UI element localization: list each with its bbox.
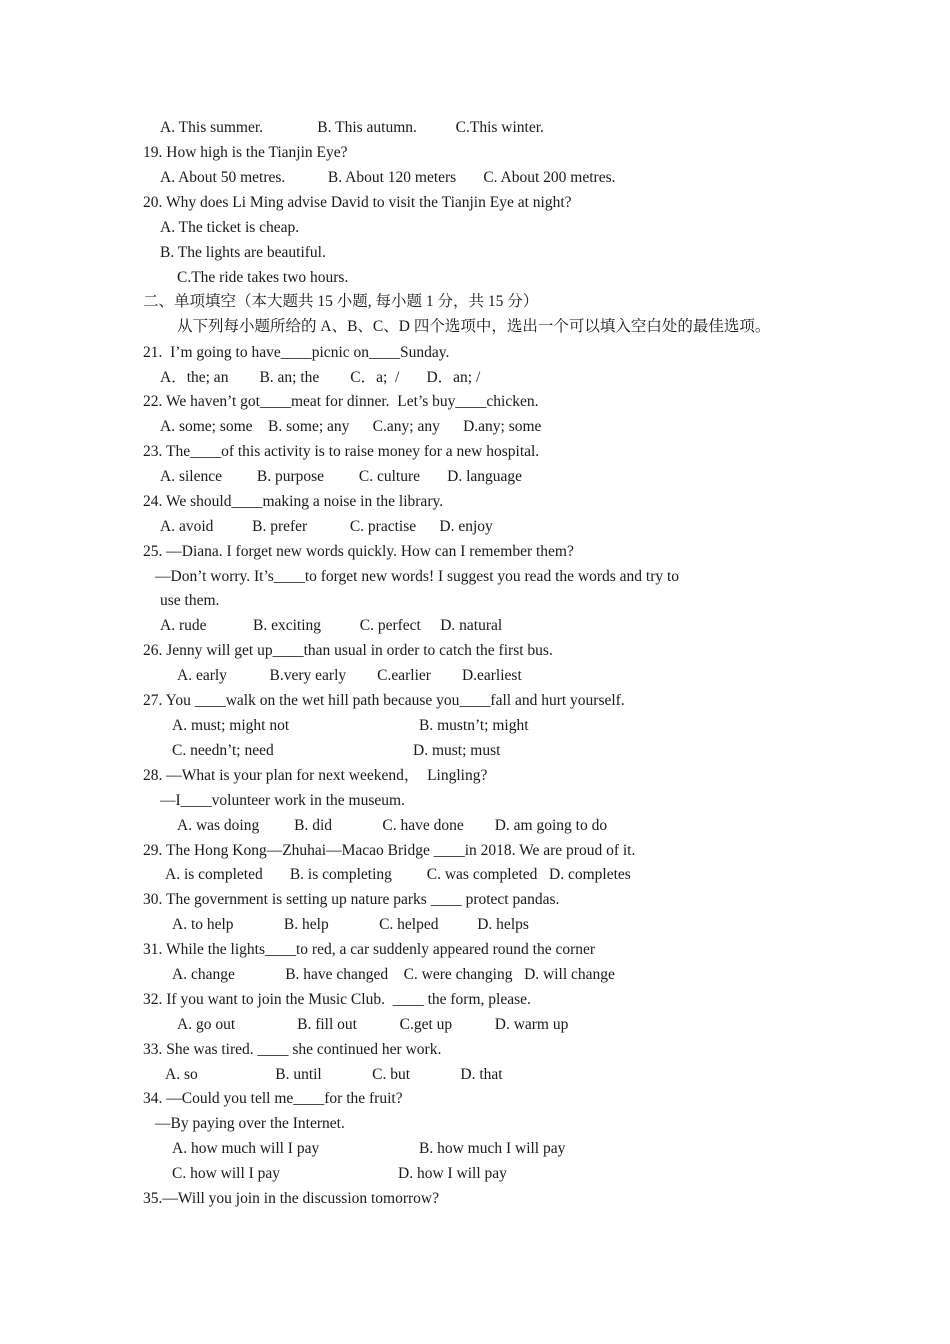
q34-question: 34. —Could you tell me____for the fruit?	[143, 1090, 403, 1107]
q20-option-b: B. The lights are beautiful.	[160, 244, 326, 261]
q25-reply-line-1: —Don’t worry. It’s____to forget new words! I suggest you read the words and try to	[155, 568, 680, 585]
q34-option-a: A. how much will I pay	[172, 1140, 320, 1157]
q30-options: A. to help B. help C. helped D. helps	[172, 916, 529, 933]
q35-question: 35.—Will you join in the discussion tomorrow?	[143, 1190, 440, 1207]
q27-option-b: B. mustn’t; might	[419, 717, 529, 734]
q34-option-c: C. how will I pay	[172, 1165, 281, 1182]
q21-question: 21. I’m going to have____picnic on____Sunday.	[143, 344, 450, 361]
q25-options: A. rude B. exciting C. perfect D. natural	[160, 617, 503, 634]
q28-reply: —I____volunteer work in the museum.	[160, 792, 405, 809]
q21-options: A．the; an B. an; the C．a; / D．an; /	[160, 369, 481, 386]
q27-option-c: C. needn’t; need	[172, 742, 274, 759]
q31-options: A. change B. have changed C. were changing D. will change	[172, 966, 615, 983]
q27-option-d: D. must; must	[413, 742, 501, 759]
q29-question: 29. The Hong Kong—Zhuhai—Macao Bridge ____in 2018. We are proud of it.	[143, 842, 636, 859]
section2-instruction: 从下列每小题所给的 A、B、C、D 四个选项中，选出一个可以填入空白处的最佳选项。	[177, 318, 771, 335]
q34-reply: —By paying over the Internet.	[155, 1115, 345, 1132]
q20-option-a: A. The ticket is cheap.	[160, 219, 300, 236]
q18-options: A. This summer. B. This autumn. C.This winter.	[160, 119, 544, 136]
q25-reply-line-2: use them.	[160, 592, 220, 609]
q26-options: A. early B.very early C.earlier D.earliest	[177, 667, 522, 684]
q19-question: 19. How high is the Tianjin Eye?	[143, 144, 348, 161]
q31-question: 31. While the lights____to red, a car suddenly appeared round the corner	[143, 941, 596, 958]
q23-question: 23. The____of this activity is to raise money for a new hospital.	[143, 443, 540, 460]
q28-question: 28. —What is your plan for next weekend， Lingling?	[143, 767, 488, 784]
q32-options: A. go out B. fill out C.get up D. warm up	[177, 1016, 569, 1033]
q26-question: 26. Jenny will get up____than usual in order to catch the first bus.	[143, 642, 553, 659]
q20-option-c: C.The ride takes two hours.	[177, 269, 349, 286]
q22-question: 22. We haven’t got____meat for dinner. Let’s buy____chicken.	[143, 393, 539, 410]
q33-question: 33. She was tired. ____ she continued her work.	[143, 1041, 442, 1058]
q23-options: A. silence B. purpose C. culture D. language	[160, 468, 523, 485]
q19-options: A. About 50 metres. B. About 120 meters C. About 200 metres.	[160, 169, 616, 186]
q25-question: 25. —Diana. I forget new words quickly. How can I remember them?	[143, 543, 574, 560]
q34-option-b: B. how much I will pay	[419, 1140, 566, 1157]
q27-question: 27. You ____walk on the wet hill path because you____fall and hurt yourself.	[143, 692, 625, 709]
q33-options: A. so B. until C. but D. that	[165, 1066, 503, 1083]
q24-question: 24. We should____making a noise in the library.	[143, 493, 444, 510]
q29-options: A. is completed B. is completing C. was completed D. completes	[165, 866, 631, 883]
q30-question: 30. The government is setting up nature parks ____ protect pandas.	[143, 891, 560, 908]
q24-options: A. avoid B. prefer C. practise D. enjoy	[160, 518, 493, 535]
q22-options: A. some; some B. some; any C.any; any D.any; some	[160, 418, 542, 435]
q27-option-a: A. must; might not	[172, 717, 290, 734]
q32-question: 32. If you want to join the Music Club. ____ the form, please.	[143, 991, 531, 1008]
section2-title: 二、单项填空（本大题共 15 小题, 每小题 1 分，共 15 分）	[143, 293, 539, 310]
q28-options: A. was doing B. did C. have done D. am going to do	[177, 817, 608, 834]
q20-question: 20. Why does Li Ming advise David to visit the Tianjin Eye at night?	[143, 194, 572, 211]
q34-option-d: D. how I will pay	[398, 1165, 507, 1182]
